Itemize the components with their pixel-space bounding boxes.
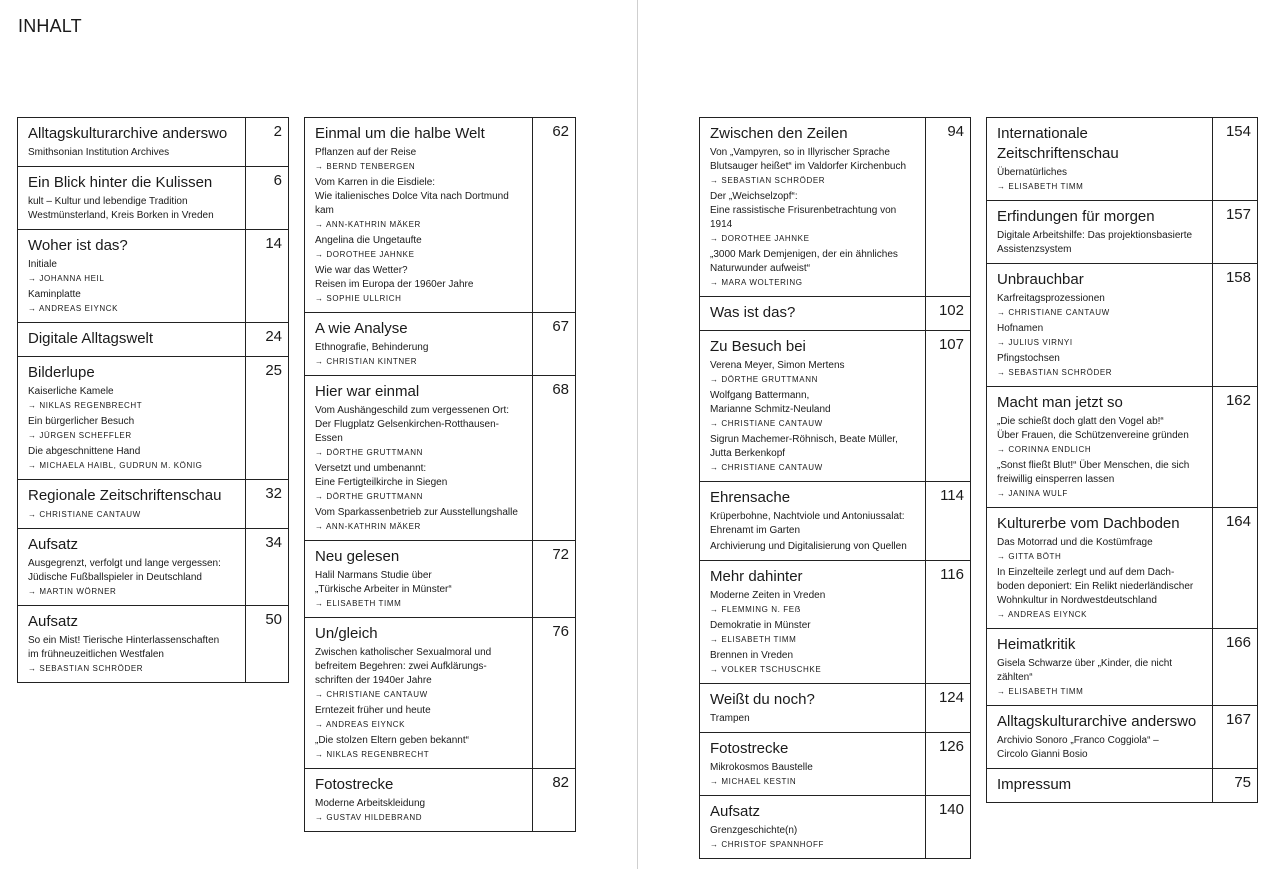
entry-body	[987, 201, 1213, 263]
item-text: Von „Vampyren, so in Illyrischer Sprache Blutsauger heißet“ im Valdorfer Kirchenbuch	[710, 147, 907, 172]
toc-entry[interactable]	[18, 357, 288, 480]
entry-item	[997, 322, 1206, 350]
toc-entry[interactable]	[18, 118, 288, 167]
item-text: Zwischen katholischer Sexualmoral und befreitem Begehren: zwei Aufklärungs- schriften der 1940er Jahre	[315, 647, 492, 686]
entry-body	[700, 684, 926, 732]
item-author: → GITTA BÖTH	[997, 552, 1062, 561]
item-text: Ein bürgerlicher Besuch	[28, 416, 135, 427]
entry-item	[710, 510, 919, 538]
item-author: → JÜRGEN SCHEFFLER	[28, 431, 132, 440]
entry-item	[710, 190, 919, 246]
entry-body	[18, 529, 246, 605]
entry-item	[710, 146, 919, 188]
item-text: Erntezeit früher und heute	[315, 705, 431, 716]
entry-title[interactable]: Macht man jetzt so	[997, 394, 1123, 411]
item-author: → SEBASTIAN SCHRÖDER	[710, 176, 826, 185]
item-author: → VOLKER TSCHUSCHKE	[710, 665, 822, 674]
entry-title[interactable]: Heimatkritik	[997, 636, 1076, 653]
toc-entry[interactable]	[18, 606, 288, 683]
entry-item	[997, 166, 1206, 194]
item-text: Trampen	[710, 713, 750, 724]
entry-title[interactable]: Unbrauchbar	[997, 271, 1084, 288]
entry-title[interactable]: Aufsatz	[28, 536, 79, 553]
item-text: Krüperbohne, Nachtviole und Antoniussalat: Ehrenamt im Garten	[710, 511, 905, 536]
toc-entry[interactable]	[987, 264, 1257, 387]
entry-body	[987, 118, 1213, 200]
page-number[interactable]: 114	[940, 487, 964, 504]
entry-title[interactable]: Kulturerbe vom Dachboden	[997, 515, 1180, 532]
entry-body	[700, 118, 926, 296]
item-author: → SEBASTIAN SCHRÖDER	[997, 368, 1113, 377]
entry-item	[997, 229, 1206, 257]
item-author: → JANINA WULF	[997, 489, 1068, 498]
item-author: → JOHANNA HEIL	[28, 274, 105, 283]
item-text: „Die schießt doch glatt den Vogel ab!“ Über Frauen, die Schützenvereine gründen	[997, 416, 1189, 441]
toc-column	[304, 117, 576, 832]
entry-item	[315, 264, 526, 306]
page-number[interactable]: 167	[1225, 711, 1251, 728]
entry-title[interactable]: Mehr dahinter	[710, 568, 803, 585]
page-number[interactable]: 25	[265, 362, 282, 379]
toc-entry[interactable]	[18, 480, 288, 529]
page-number[interactable]: 72	[552, 546, 569, 563]
page-number[interactable]: 107	[938, 336, 964, 353]
entry-item	[28, 146, 239, 160]
entry-item	[28, 288, 239, 316]
item-text: Halil Narmans Studie über „Türkische Arbeiter in Münster“	[315, 570, 452, 595]
entry-body	[700, 561, 926, 683]
page-number[interactable]: 116	[940, 566, 964, 583]
entry-title[interactable]: Impressum	[997, 776, 1072, 793]
entry-title[interactable]: Aufsatz	[28, 613, 79, 630]
item-text: „Sonst fließt Blut!“ Über Menschen, die sich freiwillig einsperren lassen	[997, 460, 1190, 485]
entry-body	[987, 769, 1213, 802]
item-author: → MICHAEL KESTIN	[710, 777, 797, 786]
toc-entry[interactable]	[18, 529, 288, 606]
item-author: → DÖRTHE GRUTTMANN	[710, 375, 818, 384]
item-text: Moderne Arbeitskleidung	[315, 798, 426, 809]
item-text: Vom Karren in die Eisdiele: Wie italienisches Dolce Vita nach Dortmund kam	[315, 177, 509, 216]
page-number[interactable]: 102	[938, 302, 964, 319]
toc-entry[interactable]	[987, 629, 1257, 706]
toc-entry[interactable]	[305, 118, 575, 313]
toc-entry[interactable]	[18, 167, 288, 230]
entry-item	[997, 292, 1206, 320]
item-text: Kaiserliche Kamele	[28, 386, 114, 397]
page-number[interactable]: 157	[1225, 206, 1251, 223]
entry-item	[710, 433, 919, 475]
page-number[interactable]: 62	[552, 123, 569, 140]
item-text: „Die stolzen Eltern geben bekannt“	[315, 735, 469, 746]
entry-title[interactable]: Zu Besuch bei	[710, 338, 806, 355]
entry-item	[315, 462, 526, 504]
entry-body	[305, 541, 533, 617]
item-text: Ethnografie, Behinderung	[315, 342, 429, 353]
entry-item	[315, 341, 526, 369]
page-number[interactable]: 67	[552, 318, 569, 335]
item-author: → CHRISTIANE CANTAUW	[997, 308, 1110, 317]
toc-entry[interactable]	[700, 684, 970, 733]
toc-entry[interactable]	[987, 769, 1257, 803]
item-text: kult – Kultur und lebendige Tradition Westmünsterland, Kreis Borken in Vreden	[28, 196, 214, 221]
entry-title[interactable]: Ein Blick hinter die Kulissen	[28, 174, 213, 191]
page-number[interactable]: 24	[265, 328, 282, 345]
entry-title[interactable]: Internationale Zeitschriftenschau	[997, 125, 1119, 162]
entry-item	[28, 557, 239, 599]
toc-entry[interactable]	[305, 618, 575, 769]
item-author: → ELISABETH TIMM	[997, 687, 1084, 696]
page-number[interactable]: 50	[265, 611, 282, 628]
toc-entry[interactable]	[700, 796, 970, 859]
item-text: Angelina die Ungetaufte	[315, 235, 422, 246]
entry-item	[315, 797, 526, 825]
entry-body	[18, 357, 246, 479]
entry-item	[710, 359, 919, 387]
item-author: → NIKLAS REGENBRECHT	[315, 750, 430, 759]
entry-item	[710, 589, 919, 617]
item-text: Übernatürliches	[997, 167, 1068, 178]
toc-entry[interactable]	[18, 230, 288, 323]
entry-title[interactable]: Fotostrecke	[710, 740, 789, 757]
toc-entry[interactable]	[700, 561, 970, 684]
entry-item	[28, 415, 239, 443]
item-author: → JULIUS VIRNYI	[997, 338, 1073, 347]
entry-title[interactable]: Regionale Zeitschriftenschau	[28, 487, 222, 504]
page-number[interactable]: 14	[265, 235, 282, 252]
item-text: Wie war das Wetter? Reisen im Europa der 1960er Jahre	[315, 265, 474, 290]
toc-entry[interactable]	[987, 201, 1257, 264]
entry-item	[315, 146, 526, 174]
page-number[interactable]: 158	[1225, 269, 1251, 286]
item-text: Grenzgeschichte(n)	[710, 825, 798, 836]
toc-column	[699, 117, 971, 859]
toc-entry[interactable]	[305, 313, 575, 376]
item-author: → MARA WOLTERING	[710, 278, 803, 287]
entry-title[interactable]: Bilderlupe	[28, 364, 95, 381]
item-author: → ANN-KATHRIN MÄKER	[315, 522, 421, 531]
entry-item	[710, 649, 919, 677]
entry-title[interactable]: Digitale Alltagswelt	[28, 330, 154, 347]
toc-entry[interactable]	[305, 376, 575, 541]
entry-item	[997, 459, 1206, 501]
item-text: Hofnamen	[997, 323, 1044, 334]
item-author: → ELISABETH TIMM	[710, 635, 797, 644]
toc-entry[interactable]	[987, 706, 1257, 769]
entry-title[interactable]: Einmal um die halbe Welt	[315, 125, 485, 142]
entry-title[interactable]: Alltagskulturarchive anderswo	[997, 713, 1197, 730]
entry-title[interactable]: Alltagskulturarchive anderswo	[28, 125, 228, 142]
entry-item	[315, 734, 526, 762]
entry-title[interactable]: Ehrensache	[710, 489, 791, 506]
toc-entry[interactable]	[700, 297, 970, 331]
entry-body	[18, 167, 246, 229]
entry-item	[710, 540, 919, 554]
item-author: → ANDREAS EIYNCK	[315, 720, 406, 729]
entry-body	[305, 118, 533, 312]
item-text: Digitale Arbeitshilfe: Das projektionsbasierte Assistenzsystem	[997, 230, 1193, 255]
entry-body	[18, 118, 246, 166]
entry-body	[700, 482, 926, 560]
entry-title[interactable]: Neu gelesen	[315, 548, 400, 565]
page-number[interactable]: 32	[265, 485, 282, 502]
entry-title[interactable]: Zwischen den Zeilen	[710, 125, 848, 142]
item-author: → CHRISTOF SPANNHOFF	[710, 840, 824, 849]
item-text: Archivio Sonoro „Franco Coggiola“ – Circolo Gianni Bosio	[997, 735, 1159, 760]
entry-item	[710, 619, 919, 647]
item-author: → MARTIN WÖRNER	[28, 587, 117, 596]
entry-body	[987, 508, 1213, 628]
entry-body	[700, 297, 926, 330]
page-number[interactable]: 124	[938, 689, 964, 706]
item-author: → NIKLAS REGENBRECHT	[28, 401, 143, 410]
entry-item	[997, 566, 1206, 622]
item-author: → SEBASTIAN SCHRÖDER	[28, 664, 144, 673]
toc-entry[interactable]	[700, 331, 970, 482]
item-text: Pflanzen auf der Reise	[315, 147, 417, 158]
item-author: → CHRISTIAN KINTNER	[315, 357, 418, 366]
entry-item	[710, 248, 919, 290]
item-text: Wolfgang Battermann, Marianne Schmitz-Neuland	[710, 390, 831, 415]
toc-column	[17, 117, 289, 683]
page-number[interactable]: 164	[1225, 513, 1251, 530]
page-number[interactable]: 34	[265, 534, 282, 551]
page-number[interactable]: 2	[273, 123, 282, 140]
entry-item	[315, 646, 526, 702]
entry-title[interactable]: Weißt du noch?	[710, 691, 815, 708]
item-author: → SOPHIE ULLRICH	[315, 294, 402, 303]
entry-item	[997, 734, 1206, 762]
page-number[interactable]: 166	[1225, 634, 1251, 651]
item-text: Vom Sparkassenbetrieb zur Ausstellungshalle	[315, 507, 518, 518]
toc-entry[interactable]	[987, 387, 1257, 508]
entry-item	[28, 195, 239, 223]
page-title: INHALT	[18, 16, 82, 36]
entry-body	[305, 313, 533, 375]
toc-entry[interactable]	[987, 508, 1257, 629]
entry-title[interactable]: Erfindungen für morgen	[997, 208, 1155, 225]
entry-item	[997, 657, 1206, 699]
entry-body	[987, 264, 1213, 386]
entry-item	[997, 415, 1206, 457]
page-number[interactable]: 126	[938, 738, 964, 755]
entry-item	[28, 445, 239, 473]
page-number[interactable]: 75	[1234, 774, 1251, 791]
toc-column	[986, 117, 1258, 803]
item-author: → CHRISTIANE CANTAUW	[710, 463, 823, 472]
item-text: Smithsonian Institution Archives	[28, 147, 170, 158]
item-author: → CHRISTIANE CANTAUW	[710, 419, 823, 428]
entry-item	[28, 385, 239, 413]
item-author: → FLEMMING N. FEẞ	[710, 605, 801, 614]
entry-item	[710, 824, 919, 852]
item-text: In Einzelteile zerlegt und auf dem Dach- boden deponiert: Ein Relikt niederländischer Wohnkultur in Nordwestdeutschland	[997, 567, 1194, 606]
item-text: Die abgeschnittene Hand	[28, 446, 141, 457]
page-number[interactable]: 76	[552, 623, 569, 640]
entry-item	[315, 404, 526, 460]
page-number[interactable]: 82	[552, 774, 569, 791]
entry-item	[315, 506, 526, 534]
entry-item	[710, 712, 919, 726]
page-number[interactable]: 140	[938, 801, 964, 818]
item-text: „3000 Mark Demjenigen, der ein ähnliches Naturwunder aufweist“	[710, 249, 898, 274]
page-number[interactable]: 94	[947, 123, 964, 140]
entry-item	[315, 704, 526, 732]
item-text: Ausgegrenzt, verfolgt und lange vergessen: Jüdische Fußballspieler in Deutschland	[28, 558, 221, 583]
entry-item	[28, 508, 239, 522]
entry-item	[997, 352, 1206, 380]
entry-body	[305, 618, 533, 768]
item-author: → DOROTHEE JAHNKE	[710, 234, 810, 243]
entry-body	[18, 323, 246, 356]
item-text: Versetzt und umbenannt: Eine Fertigteilkirche in Siegen	[315, 463, 448, 488]
item-text: Mikrokosmos Baustelle	[710, 762, 813, 773]
item-author: → MICHAELA HAIBL, GUDRUN M. KÖNIG	[28, 461, 203, 470]
entry-item	[710, 389, 919, 431]
entry-title[interactable]: Woher ist das?	[28, 237, 128, 254]
entry-item	[28, 258, 239, 286]
entry-item	[997, 536, 1206, 564]
item-text: Kaminplatte	[28, 289, 81, 300]
item-text: Vom Aushängeschild zum vergessenen Ort: Der Flugplatz Gelsenkirchen-Rotthausen-Essen	[315, 405, 509, 444]
entry-body	[18, 606, 246, 682]
item-text: Pfingstochsen	[997, 353, 1060, 364]
page-number[interactable]: 68	[552, 381, 569, 398]
toc-entry[interactable]	[700, 733, 970, 796]
entry-body	[987, 387, 1213, 507]
item-text: Verena Meyer, Simon Mertens	[710, 360, 845, 371]
entry-body	[700, 331, 926, 481]
item-author: → CORINNA ENDLICH	[997, 445, 1092, 454]
entry-body	[18, 230, 246, 322]
entry-title[interactable]: Aufsatz	[710, 803, 761, 820]
entry-item	[28, 634, 239, 676]
entry-body	[305, 769, 533, 831]
item-text: Moderne Zeiten in Vreden	[710, 590, 826, 601]
entry-body	[987, 629, 1213, 705]
entry-item	[710, 761, 919, 789]
item-author: → CHRISTIANE CANTAUW	[28, 510, 141, 519]
page-number[interactable]: 162	[1225, 392, 1251, 409]
entry-body	[18, 480, 246, 528]
item-author: → ANDREAS EIYNCK	[28, 304, 119, 313]
entry-body	[305, 376, 533, 540]
page-number[interactable]: 6	[273, 172, 282, 189]
item-author: → BERND TENBERGEN	[315, 162, 416, 171]
item-author: → ELISABETH TIMM	[315, 599, 402, 608]
item-text: So ein Mist! Tierische Hinterlassenschaften im frühneuzeitlichen Westfalen	[28, 635, 220, 660]
item-text: Karfreitagsprozessionen	[997, 293, 1105, 304]
entry-item	[315, 176, 526, 232]
entry-title[interactable]: A wie Analyse	[315, 320, 408, 337]
entry-item	[315, 234, 526, 262]
toc-entry[interactable]	[700, 118, 970, 297]
page-number[interactable]: 154	[1225, 123, 1251, 140]
toc-entry[interactable]	[700, 482, 970, 561]
item-author: → DÖRTHE GRUTTMANN	[315, 448, 423, 457]
item-text: Brennen in Vreden	[710, 650, 794, 661]
entry-item	[315, 569, 526, 611]
item-text: Initiale	[28, 259, 57, 270]
entry-body	[987, 706, 1213, 768]
item-author: → ELISABETH TIMM	[997, 182, 1084, 191]
item-author: → ANN-KATHRIN MÄKER	[315, 220, 421, 229]
item-author: → CHRISTIANE CANTAUW	[315, 690, 428, 699]
entry-title[interactable]: Was ist das?	[710, 304, 796, 321]
toc-entry[interactable]	[987, 118, 1257, 201]
entry-body	[700, 796, 926, 858]
item-text: Demokratie in Münster	[710, 620, 811, 631]
toc-entry[interactable]	[305, 769, 575, 832]
item-author: → ANDREAS EIYNCK	[997, 610, 1088, 619]
toc-entry[interactable]	[305, 541, 575, 618]
entry-body	[700, 733, 926, 795]
entry-title[interactable]: Un/gleich	[315, 625, 378, 642]
entry-title[interactable]: Hier war einmal	[315, 383, 420, 400]
entry-title[interactable]: Fotostrecke	[315, 776, 394, 793]
item-author: → DÖRTHE GRUTTMANN	[315, 492, 423, 501]
item-text: Archivierung und Digitalisierung von Quellen	[710, 541, 907, 552]
page-spine	[637, 0, 638, 869]
toc-entry[interactable]	[18, 323, 288, 357]
item-author: → DOROTHEE JAHNKE	[315, 250, 415, 259]
item-text: Gisela Schwarze über „Kinder, die nicht zählten“	[997, 658, 1173, 683]
item-text: Sigrun Machemer-Röhnisch, Beate Müller, Jutta Berkenkopf	[710, 434, 898, 459]
item-author: → GUSTAV HILDEBRAND	[315, 813, 423, 822]
item-text: Der „Weichselzopf“: Eine rassistische Frisurenbetrachtung von 1914	[710, 191, 897, 230]
item-text: Das Motorrad und die Kostümfrage	[997, 537, 1153, 548]
